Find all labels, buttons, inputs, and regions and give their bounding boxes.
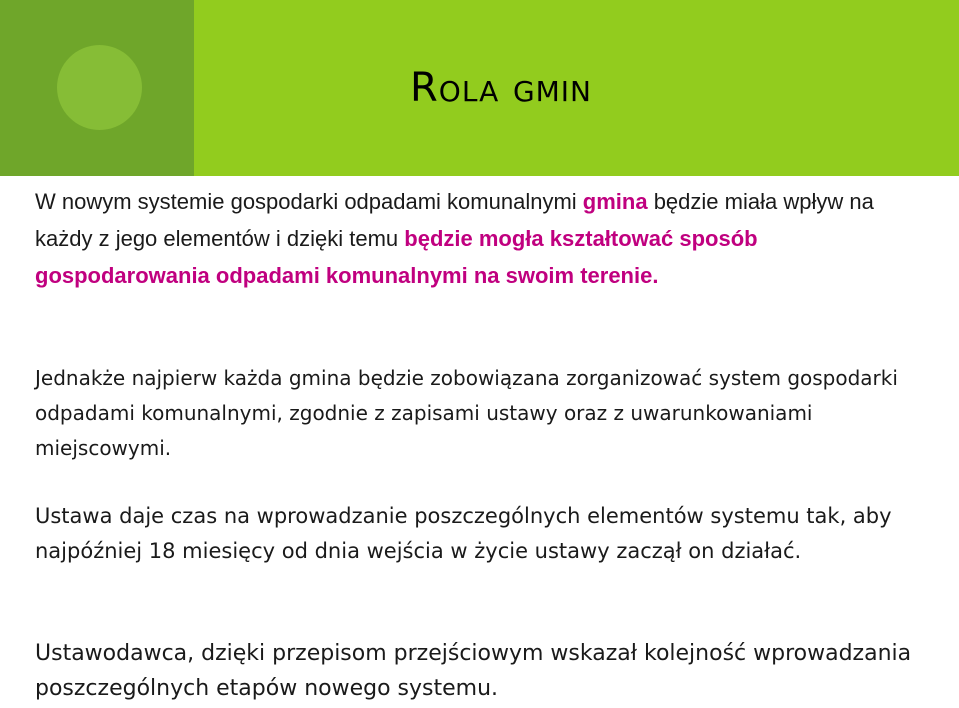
header-circle-decoration — [57, 45, 142, 130]
paragraph-transitional: Ustawodawca, dzięki przepisom przejściowym wskazał kolejność wprowadzania poszczególnych etapów nowego systemu. — [35, 641, 912, 701]
intro-paragraph — [35, 183, 935, 294]
paragraph-obligation: Jednakże najpierw każda gmina będzie zobowiązana zorganizować system gospodarki odpadami komunalnymi, zgodnie z zapisami ustawy oraz z uwarunkowaniami miejscowymi. — [35, 366, 898, 460]
intro-text-1: W nowym systemie gospodarki odpadami komunalnymi — [35, 189, 583, 214]
intro-text-2: będzie miała wpływ na każdy z jego elementów i dzięki temu — [35, 189, 874, 251]
intro-highlight-gmina: gmina — [582, 189, 648, 214]
paragraph-timeline: Ustawa daje czas na wprowadzanie poszczególnych elementów systemu tak, aby najpóźniej 18 miesięcy od dnia wejścia w życie ustawy zaczął on działać. — [35, 504, 892, 563]
slide-title: Rola gmin — [410, 65, 593, 111]
intro-highlight-phrase: będzie mogła kształtować sposób gospodarowania odpadami komunalnymi na swoim terenie. — [35, 226, 758, 288]
